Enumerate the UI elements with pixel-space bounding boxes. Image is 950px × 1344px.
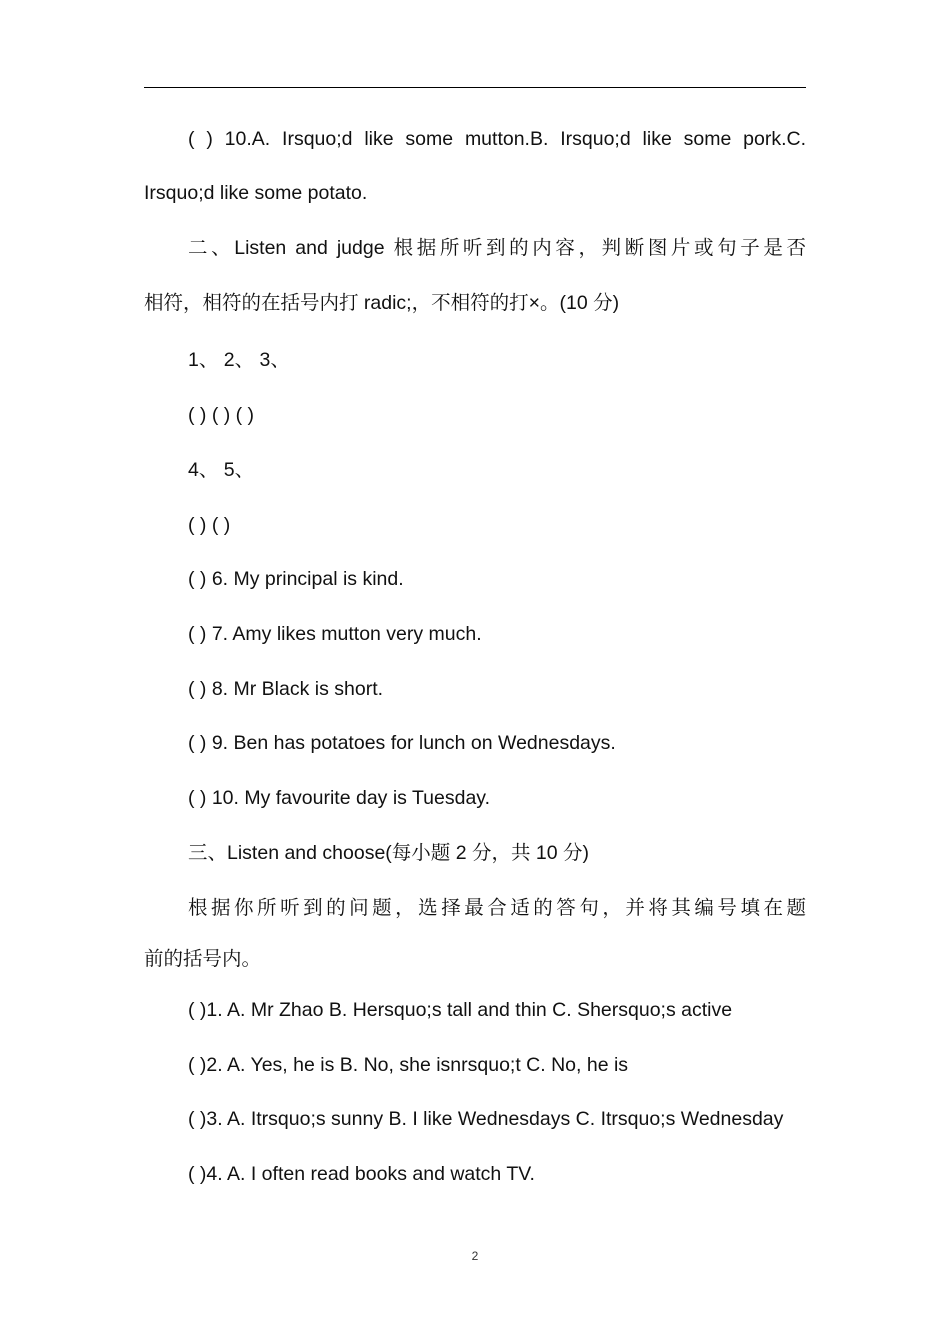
section-3-heading: 三、Listen and choose(每小题 2 分，共 10 分) — [188, 842, 589, 864]
judge-item-6: ( ) 6. My principal is kind. — [188, 568, 404, 590]
picture-numbers-1-3: 1、 2、 3、 — [188, 349, 290, 371]
section-3-instruction-line-2: 前的括号内。 — [144, 948, 262, 970]
header-rule — [144, 87, 806, 88]
q10-line-1: ( ) 10.A. Irsquo;d like some mutton.B. Irsquo;d like some pork.C. — [188, 128, 806, 150]
judge-item-10: ( ) 10. My favourite day is Tuesday. — [188, 787, 491, 809]
picture-brackets-4-5: ( ) ( ) — [188, 514, 231, 536]
judge-item-7: ( ) 7. Amy likes mutton very much. — [188, 623, 482, 645]
section-3-instruction-line-1: 根据你所听到的问题，选择最合适的答句，并将其编号填在题 — [188, 897, 806, 919]
page-number: 2 — [471, 1249, 479, 1263]
section-2-heading-line-2: 相符，相符的在括号内打 radic;，不相符的打×。(10 分) — [144, 292, 620, 314]
q10-line-2: Irsquo;d like some potato. — [144, 182, 368, 204]
choose-item-2: ( )2. A. Yes, he is B. No, she isnrsquo;t C. No, he is — [188, 1054, 629, 1076]
choose-item-3: ( )3. A. Itrsquo;s sunny B. I like Wednesdays C. Itrsquo;s Wednesday — [188, 1108, 784, 1130]
picture-brackets-1-3: ( ) ( ) ( ) — [188, 404, 255, 426]
section-2-heading-line-1: 二、Listen and judge 根据所听到的内容，判断图片或句子是否 — [188, 237, 806, 259]
judge-item-8: ( ) 8. Mr Black is short. — [188, 678, 384, 700]
picture-numbers-4-5: 4、 5、 — [188, 459, 255, 481]
choose-item-4: ( )4. A. I often read books and watch TV. — [188, 1163, 535, 1185]
judge-item-9: ( ) 9. Ben has potatoes for lunch on Wednesdays. — [188, 732, 616, 754]
choose-item-1: ( )1. A. Mr Zhao B. Hersquo;s tall and thin C. Shersquo;s active — [188, 999, 733, 1021]
